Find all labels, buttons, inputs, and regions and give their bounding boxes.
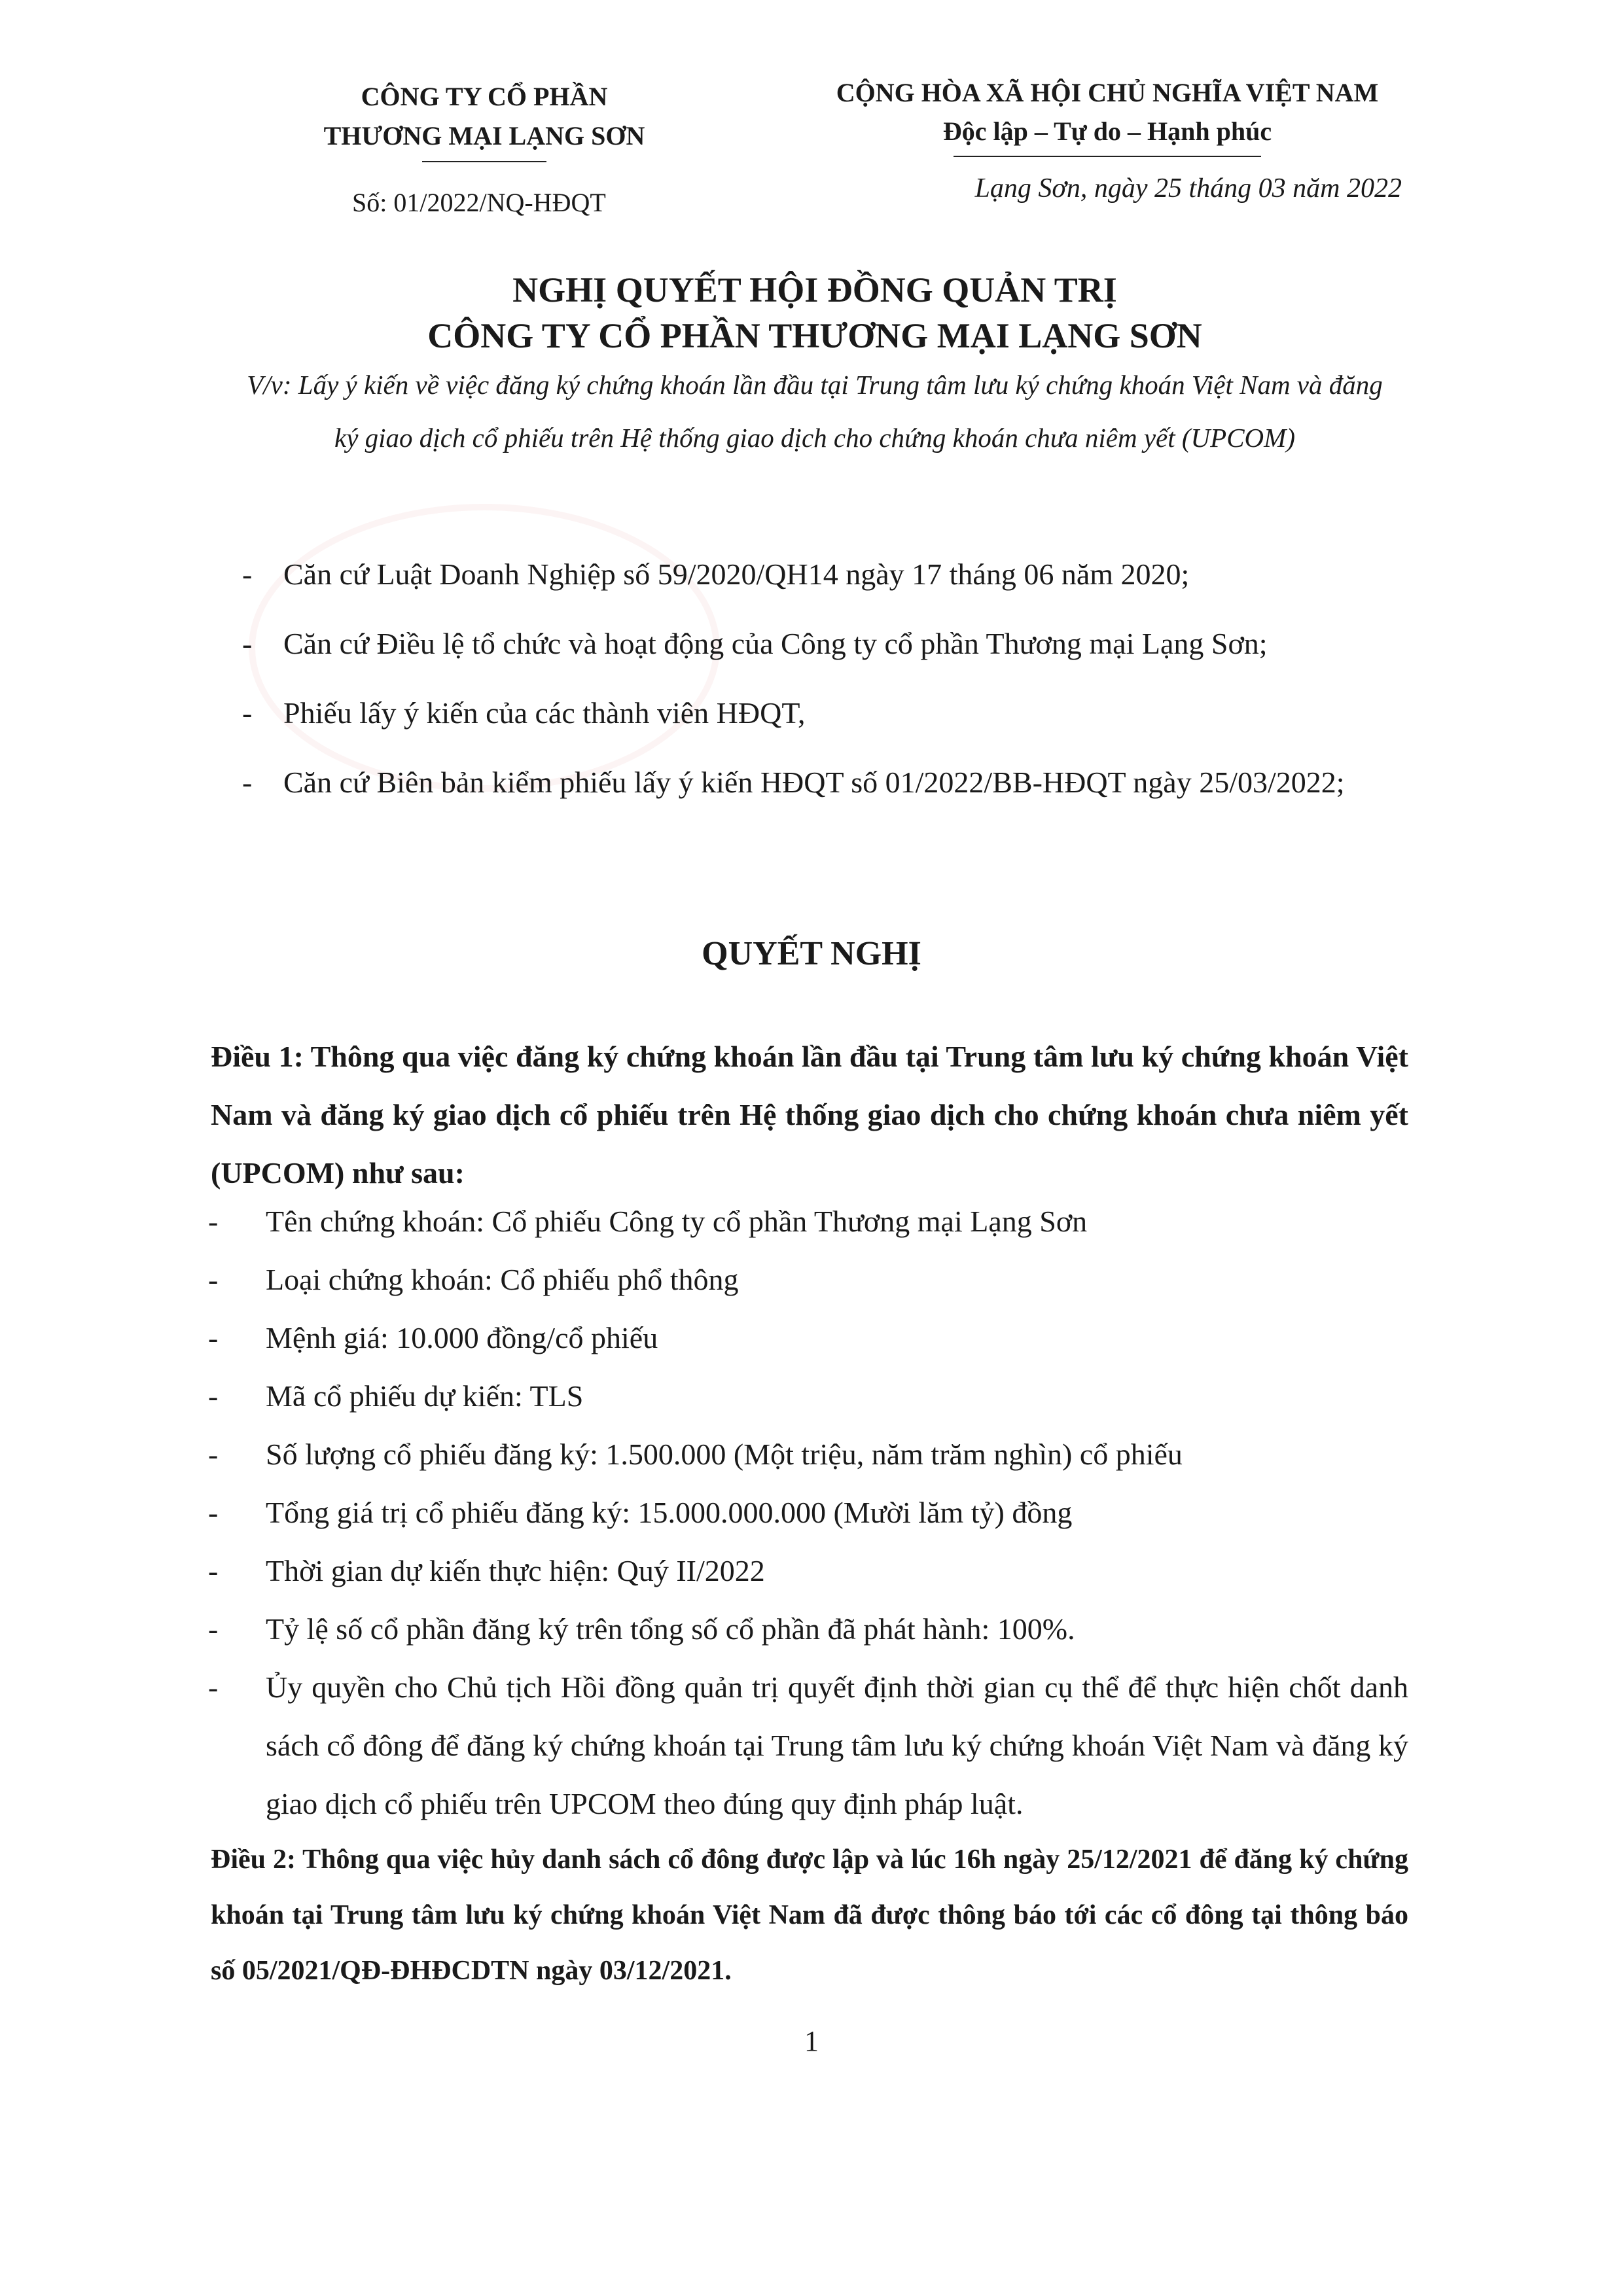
company-name-line2: THƯƠNG MẠI LẠNG SƠN: [323, 121, 645, 150]
bullet-dash: -: [242, 766, 253, 799]
bullet-dash: -: [242, 557, 253, 591]
list-item: [208, 1250, 1408, 1309]
national-motto: Độc lập – Tự do – Hạnh phúc: [942, 116, 1272, 146]
list-item: [208, 1367, 1408, 1425]
legal-basis-item: [242, 688, 1407, 738]
list-item-text: Số lượng cổ phiếu đăng ký: 1.500.000 (Một triệu, năm trăm nghìn) cổ phiếu: [266, 1438, 1183, 1471]
title-line2: CÔNG TY CỔ PHẦN THƯƠNG MẠI LẠNG SƠN: [427, 316, 1202, 355]
national-title: CỘNG HÒA XÃ HỘI CHỦ NGHĨA VIỆT NAM: [836, 78, 1379, 107]
list-item-text: Tỷ lệ số cổ phần đăng ký trên tổng số cổ phần đã phát hành: 100%.: [266, 1612, 1075, 1646]
title-subject: V/v: Lấy ý kiến về việc đăng ký chứng khoán lần đầu tại Trung tâm lưu ký chứng khoán Việt Nam và đăng ký giao dịch cổ phiếu trên Hệ thống giao dịch cho chứng khoán chưa niêm yết (UPCOM): [247, 370, 1383, 453]
legal-bases-list: [242, 550, 1407, 827]
legal-basis-item: [242, 758, 1407, 807]
bullet-dash: -: [208, 1379, 219, 1413]
motto-underline: [954, 156, 1261, 157]
bullet-dash: -: [242, 696, 253, 730]
list-item: [208, 1309, 1408, 1367]
list-item-text: Mã cổ phiếu dự kiến: TLS: [266, 1379, 584, 1413]
document-number: Số: 01/2022/NQ-HĐQT: [352, 188, 606, 217]
list-item: [208, 1192, 1408, 1250]
decision-heading: QUYẾT NGHỊ: [702, 935, 921, 972]
place-and-date: Lạng Sơn, ngày 25 tháng 03 năm 2022: [974, 173, 1402, 203]
bullet-dash: -: [208, 1612, 219, 1646]
list-item: [208, 1483, 1408, 1542]
list-item-text: Ủy quyền cho Chủ tịch Hồi đồng quản trị quyết định thời gian cụ thể để thực hiện chốt danh sách cổ đông để đăng ký chứng khoán tại Trung tâm lưu ký chứng khoán Việt Nam và đăng ký giao dịch cổ phiếu trên UPCOM theo đúng quy định pháp luật.: [266, 1670, 1408, 1820]
list-item-text: Loại chứng khoán: Cổ phiếu phổ thông: [266, 1263, 739, 1296]
bullet-dash: -: [208, 1670, 219, 1704]
list-item: [208, 1425, 1408, 1483]
bullet-dash: -: [208, 1496, 219, 1529]
document-title: [216, 267, 1414, 465]
bullet-dash: -: [208, 1263, 219, 1296]
list-item: [208, 1658, 1408, 1833]
legal-basis-text: Phiếu lấy ý kiến của các thành viên HĐQT,: [283, 696, 806, 730]
list-item: [208, 1542, 1408, 1600]
issuer-underline: [422, 161, 546, 162]
article-1-text: Điều 1: Thông qua việc đăng ký chứng khoán lần đầu tại Trung tâm lưu ký chứng khoán Việt Nam và đăng ký giao dịch cổ phiếu trên Hệ thống giao dịch cho chứng khoán chưa niêm yết (UPCOM) như sau:: [211, 1040, 1408, 1190]
bullet-dash: -: [208, 1554, 219, 1587]
legal-basis-text: Căn cứ Điều lệ tổ chức và hoạt động của Công ty cổ phần Thương mại Lạng Sơn;: [283, 627, 1268, 660]
list-item-text: Tổng giá trị cổ phiếu đăng ký: 15.000.000.000 (Mười lăm tỷ) đồng: [266, 1496, 1073, 1529]
list-item-text: Mệnh giá: 10.000 đồng/cổ phiếu: [266, 1321, 658, 1354]
bullet-dash: -: [208, 1205, 219, 1238]
article-1-items: [208, 1192, 1408, 1833]
national-header: [806, 73, 1408, 208]
company-name-line1: CÔNG TY CỔ PHẦN: [361, 82, 608, 111]
list-item-text: Thời gian dự kiến thực hiện: Quý II/2022: [266, 1554, 765, 1587]
article-2-text: Điều 2: Thông qua việc hủy danh sách cổ đông được lập và lúc 16h ngày 25/12/2021 để đăng ký chứng khoán tại Trung tâm lưu ký chứng khoán Việt Nam đã được thông báo tới các cổ đông tại thông báo số 05/2021/QĐ-ĐHĐCDTN ngày 03/12/2021.: [211, 1845, 1408, 1986]
issuer-block: [275, 77, 694, 222]
bullet-dash: -: [208, 1438, 219, 1471]
legal-basis-item: [242, 619, 1407, 669]
page-number: 1: [804, 2025, 819, 2057]
legal-basis-text: Căn cứ Luật Doanh Nghiệp số 59/2020/QH14 ngày 17 tháng 06 năm 2020;: [283, 557, 1190, 591]
legal-basis-item: [242, 550, 1407, 599]
list-item-text: Tên chứng khoán: Cổ phiếu Công ty cổ phần Thương mại Lạng Sơn: [266, 1205, 1088, 1238]
title-line1: NGHỊ QUYẾT HỘI ĐỒNG QUẢN TRỊ: [512, 270, 1117, 309]
bullet-dash: -: [208, 1321, 219, 1354]
bullet-dash: -: [242, 627, 253, 660]
legal-basis-text: Căn cứ Biên bản kiểm phiếu lấy ý kiến HĐQT số 01/2022/BB-HĐQT ngày 25/03/2022;: [283, 766, 1345, 799]
list-item: [208, 1600, 1408, 1658]
